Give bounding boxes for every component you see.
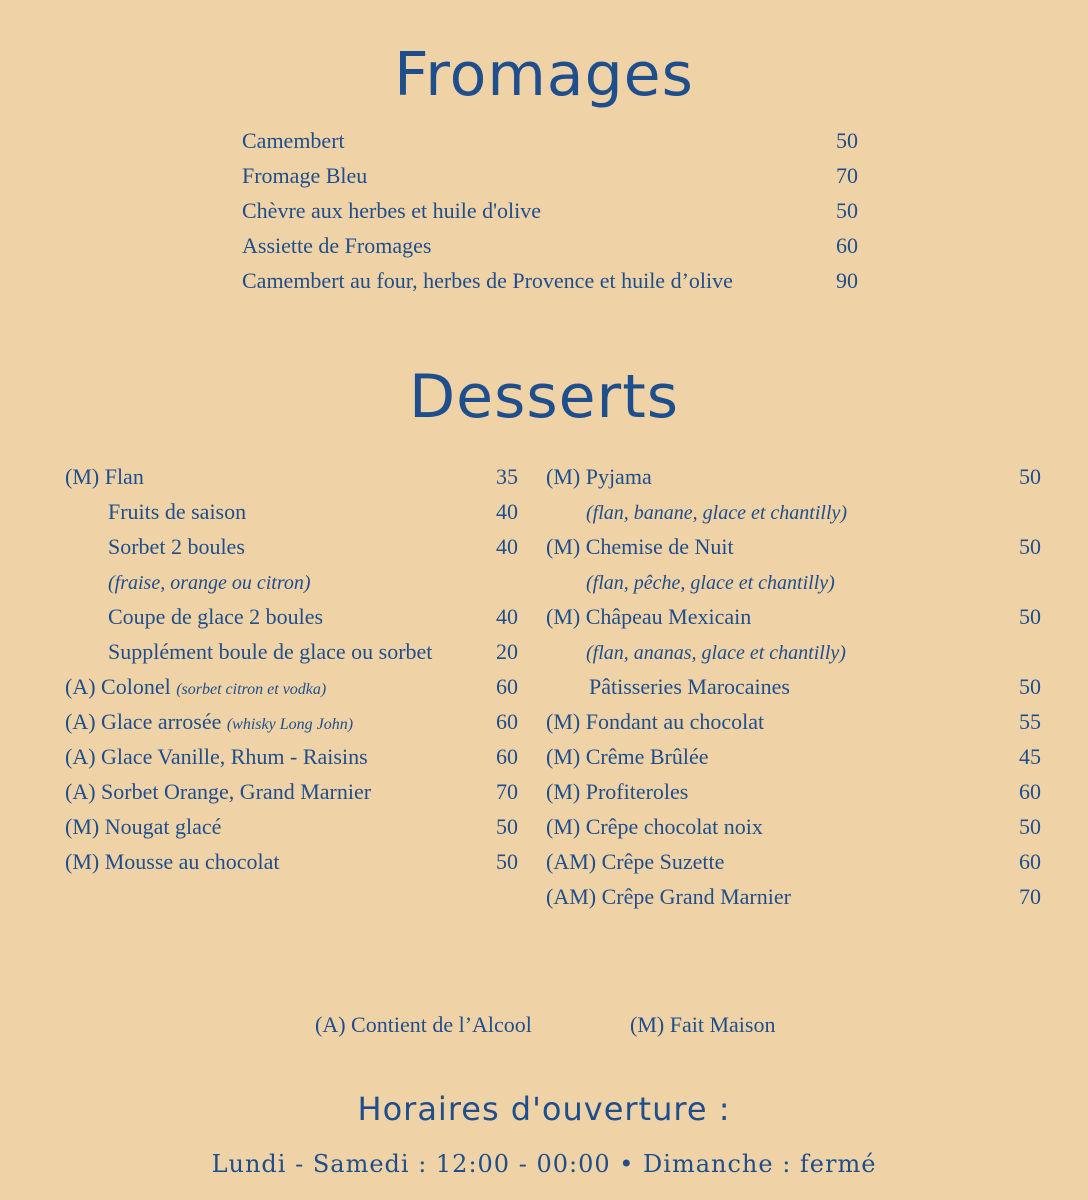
- dessert-item-price: 40: [496, 499, 518, 524]
- dessert-item-price: 70: [1019, 884, 1041, 909]
- dessert-item-note: (flan, ananas, glace et chantilly): [586, 642, 846, 664]
- dessert-item: [65, 674, 326, 703]
- dessert-item-name: Sorbet 2 boules: [108, 534, 245, 559]
- dessert-item-name: Pâtisseries Marocaines: [589, 674, 790, 699]
- dessert-item-name: Fruits de saison: [108, 499, 247, 524]
- dessert-item-name: (A) Glace Vanille, Rhum - Raisins: [65, 744, 368, 769]
- dessert-item-name: (AM) Crêpe Suzette: [546, 849, 725, 874]
- dessert-item-price: 50: [496, 849, 518, 874]
- dessert-item-price: 50: [496, 814, 518, 839]
- dessert-item-name: (AM) Crêpe Grand Marnier: [546, 884, 791, 909]
- dessert-item-name: (A) Colonel: [65, 674, 171, 699]
- dessert-item-note: (flan, pêche, glace et chantilly): [586, 572, 835, 594]
- desserts-title: Desserts: [408, 362, 679, 432]
- dessert-item-price: 50: [1019, 534, 1041, 559]
- dessert-item-name: (A) Sorbet Orange, Grand Marnier: [65, 779, 372, 804]
- dessert-item-name: (A) Glace arrosée: [65, 709, 222, 734]
- dessert-item-price: 50: [1019, 604, 1041, 629]
- fromage-item-name: Camembert au four, herbes de Provence et huile d’olive: [242, 268, 733, 293]
- dessert-item-price: 60: [496, 709, 518, 734]
- dessert-item-name: Coupe de glace 2 boules: [108, 604, 324, 629]
- dessert-item-note: (sorbet citron et vodka): [176, 681, 327, 698]
- dessert-item: [65, 709, 353, 738]
- fromage-item-price: 50: [836, 128, 858, 153]
- dessert-item-price: 60: [496, 744, 518, 769]
- dessert-item-price: 40: [496, 604, 518, 629]
- dessert-item-price: 60: [496, 674, 518, 699]
- dessert-item-price: 70: [496, 779, 518, 804]
- fromage-item-price: 70: [836, 163, 858, 188]
- dessert-item-note: (flan, banane, glace et chantilly): [586, 502, 848, 524]
- dessert-item-name: (M) Flan: [65, 464, 144, 489]
- dessert-item-price: 60: [1019, 779, 1041, 804]
- dessert-item-price: 45: [1019, 744, 1041, 769]
- hours-text: Lundi - Samedi : 12:00 - 00:00 • Dimanche : fermé: [211, 1150, 877, 1178]
- fromage-item-name: Fromage Bleu: [242, 163, 368, 188]
- dessert-item-price: 50: [1019, 464, 1041, 489]
- fromage-item-price: 90: [836, 268, 858, 293]
- dessert-item-name: (M) Chemise de Nuit: [546, 534, 734, 559]
- fromage-item-name: Camembert: [242, 128, 345, 153]
- dessert-item-name: (M) Nougat glacé: [65, 814, 222, 839]
- dessert-item-name: (M) Fondant au chocolat: [546, 709, 765, 734]
- dessert-item-name: (M) Crêpe chocolat noix: [546, 814, 763, 839]
- fromages-title: Fromages: [394, 40, 694, 110]
- dessert-item-note: (fraise, orange ou citron): [108, 572, 311, 594]
- fromage-item-price: 50: [836, 198, 858, 223]
- dessert-item-price: 50: [1019, 814, 1041, 839]
- dessert-item-name: Supplément boule de glace ou sorbet: [108, 639, 433, 664]
- dessert-item-name: (M) Crême Brûlée: [546, 744, 709, 769]
- dessert-item-name: (M) Châpeau Mexicain: [546, 604, 752, 629]
- dessert-item-price: 55: [1019, 709, 1041, 734]
- dessert-item-price: 60: [1019, 849, 1041, 874]
- dessert-item-name: (M) Profiteroles: [546, 779, 689, 804]
- fromage-item-price: 60: [836, 233, 858, 258]
- dessert-item-name: (M) Pyjama: [546, 464, 652, 489]
- fromage-item-name: Chèvre aux herbes et huile d'olive: [242, 198, 542, 223]
- dessert-item-price: 35: [496, 464, 518, 489]
- dessert-item-price: 50: [1019, 674, 1041, 699]
- fromage-item-name: Assiette de Fromages: [242, 233, 432, 258]
- legend-homemade: (M) Fait Maison: [630, 1012, 776, 1037]
- dessert-item-price: 20: [496, 639, 518, 664]
- dessert-item-price: 40: [496, 534, 518, 559]
- dessert-item-name: (M) Mousse au chocolat: [65, 849, 280, 874]
- hours-title: Horaires d'ouverture :: [357, 1090, 731, 1128]
- legend-alcohol: (A) Contient de l’Alcool: [315, 1012, 532, 1037]
- dessert-item-note: (whisky Long John): [226, 716, 354, 733]
